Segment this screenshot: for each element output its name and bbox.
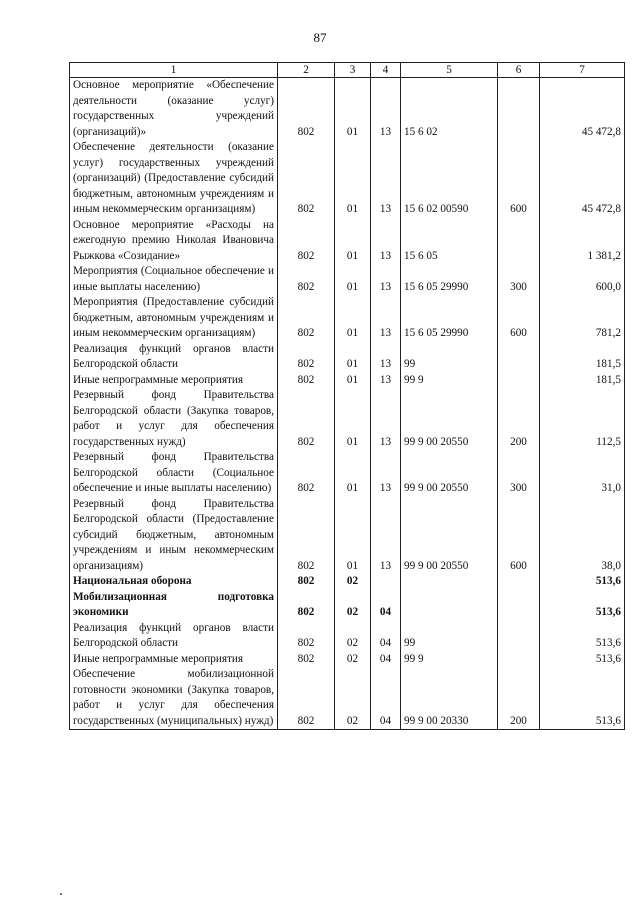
subsection-code-cell: 13 (371, 373, 401, 389)
section-code-cell: 01 (335, 497, 371, 575)
amount-cell: 31,0 (540, 450, 625, 497)
section-code-cell: 01 (335, 78, 371, 141)
expense-type-cell: 200 (498, 667, 540, 730)
column-header: 6 (498, 63, 540, 78)
subsection-code-cell: 13 (371, 78, 401, 141)
row-name-cell: Резервный фонд Правительства Белгородской области (Социальное обеспечение и иные выплаты населению) (70, 450, 278, 497)
ministry-code-cell: 802 (278, 140, 335, 218)
expense-type-cell: 300 (498, 264, 540, 295)
section-code-cell: 02 (335, 574, 371, 590)
expense-type-cell: 300 (498, 450, 540, 497)
budget-table (69, 62, 625, 730)
subsection-code-cell: 04 (371, 667, 401, 730)
amount-cell: 513,6 (540, 621, 625, 652)
section-code-cell: 01 (335, 218, 371, 265)
target-article-cell: 99 (401, 621, 498, 652)
amount-cell: 45 472,8 (540, 140, 625, 218)
table-row (70, 497, 625, 575)
row-name-cell: Иные непрограммные мероприятия (70, 373, 278, 389)
row-name-cell: Национальная оборона (70, 574, 278, 590)
target-article-cell (401, 574, 498, 590)
column-header: 5 (401, 63, 498, 78)
expense-type-cell: 600 (498, 295, 540, 342)
column-header: 1 (70, 63, 278, 78)
row-name-cell: Резервный фонд Правительства Белгородской области (Предоставление субсидий бюджетным, автономным учреждениям и иным некоммерческим организациям) (70, 497, 278, 575)
ministry-code-cell: 802 (278, 295, 335, 342)
section-code-cell: 01 (335, 264, 371, 295)
expense-type-cell (498, 621, 540, 652)
ministry-code-cell: 802 (278, 590, 335, 621)
ministry-code-cell: 802 (278, 574, 335, 590)
expense-type-cell (498, 342, 540, 373)
subsection-code-cell: 13 (371, 450, 401, 497)
amount-cell: 513,6 (540, 590, 625, 621)
table-row (70, 652, 625, 668)
subsection-code-cell: 13 (371, 264, 401, 295)
amount-cell: 38,0 (540, 497, 625, 575)
ministry-code-cell: 802 (278, 652, 335, 668)
expense-type-cell (498, 652, 540, 668)
target-article-cell: 99 9 (401, 373, 498, 389)
section-code-cell: 02 (335, 621, 371, 652)
expense-type-cell: 600 (498, 140, 540, 218)
scan-mark (60, 893, 62, 895)
row-name-cell: Обеспечение деятельности (оказание услуг) государственных учреждений (организаций) (Предоставление субсидий бюджетным, автономным учреждениям и иным некоммерческим организациям) (70, 140, 278, 218)
subsection-code-cell: 04 (371, 621, 401, 652)
target-article-cell: 99 9 00 20550 (401, 388, 498, 450)
amount-cell: 1 381,2 (540, 218, 625, 265)
row-name-cell: Резервный фонд Правительства Белгородской области (Закупка товаров, работ и услуг для обеспечения государственных нужд) (70, 388, 278, 450)
column-header: 4 (371, 63, 401, 78)
ministry-code-cell: 802 (278, 450, 335, 497)
section-code-cell: 01 (335, 388, 371, 450)
section-code-cell: 01 (335, 342, 371, 373)
expense-type-cell (498, 373, 540, 389)
subsection-code-cell: 13 (371, 140, 401, 218)
table-row (70, 574, 625, 590)
subsection-code-cell: 04 (371, 590, 401, 621)
column-header: 2 (278, 63, 335, 78)
expense-type-cell (498, 78, 540, 141)
table-row (70, 667, 625, 730)
subsection-code-cell: 13 (371, 388, 401, 450)
table-row (70, 264, 625, 295)
subsection-code-cell: 13 (371, 218, 401, 265)
target-article-cell: 15 6 02 00590 (401, 140, 498, 218)
section-code-cell: 01 (335, 140, 371, 218)
subsection-code-cell (371, 574, 401, 590)
row-name-cell: Мероприятия (Предоставление субсидий бюджетным, автономным учреждениям и иным некоммерческим организациям) (70, 295, 278, 342)
ministry-code-cell: 802 (278, 342, 335, 373)
amount-cell: 513,6 (540, 574, 625, 590)
subsection-code-cell: 13 (371, 295, 401, 342)
amount-cell: 513,6 (540, 667, 625, 730)
amount-cell: 781,2 (540, 295, 625, 342)
subsection-code-cell: 04 (371, 652, 401, 668)
row-name-cell: Реализация функций органов власти Белгородской области (70, 342, 278, 373)
section-code-cell: 02 (335, 652, 371, 668)
amount-cell: 600,0 (540, 264, 625, 295)
column-header: 3 (335, 63, 371, 78)
expense-type-cell (498, 590, 540, 621)
section-code-cell: 01 (335, 295, 371, 342)
row-name-cell: Основное мероприятие «Обеспечение деятельности (оказание услуг) государственных учреждений (организаций)» (70, 78, 278, 141)
ministry-code-cell: 802 (278, 388, 335, 450)
row-name-cell: Обеспечение мобилизационной готовности экономики (Закупка товаров, работ и услуг для обеспечения государственных (муниципальных) нужд) (70, 667, 278, 730)
table-row (70, 295, 625, 342)
expense-type-cell (498, 218, 540, 265)
target-article-cell: 99 (401, 342, 498, 373)
subsection-code-cell: 13 (371, 342, 401, 373)
target-article-cell: 99 9 00 20550 (401, 497, 498, 575)
table-row (70, 590, 625, 621)
table-row (70, 140, 625, 218)
target-article-cell: 15 6 02 (401, 78, 498, 141)
target-article-cell: 15 6 05 29990 (401, 295, 498, 342)
table-header-row (70, 63, 625, 78)
expense-type-cell: 200 (498, 388, 540, 450)
ministry-code-cell: 802 (278, 497, 335, 575)
row-name-cell: Иные непрограммные мероприятия (70, 652, 278, 668)
row-name-cell: Реализация функций органов власти Белгородской области (70, 621, 278, 652)
column-header: 7 (540, 63, 625, 78)
amount-cell: 181,5 (540, 342, 625, 373)
ministry-code-cell: 802 (278, 373, 335, 389)
section-code-cell: 02 (335, 590, 371, 621)
amount-cell: 45 472,8 (540, 78, 625, 141)
expense-type-cell (498, 574, 540, 590)
amount-cell: 112,5 (540, 388, 625, 450)
ministry-code-cell: 802 (278, 78, 335, 141)
subsection-code-cell: 13 (371, 497, 401, 575)
table-row (70, 450, 625, 497)
section-code-cell: 01 (335, 373, 371, 389)
ministry-code-cell: 802 (278, 621, 335, 652)
target-article-cell: 15 6 05 29990 (401, 264, 498, 295)
row-name-cell: Основное мероприятие «Расходы на ежегодную премию Николая Ивановича Рыжкова «Созидание» (70, 218, 278, 265)
row-name-cell: Мобилизационная подготовка экономики (70, 590, 278, 621)
row-name-cell: Мероприятия (Социальное обеспечение и иные выплаты населению) (70, 264, 278, 295)
ministry-code-cell: 802 (278, 218, 335, 265)
target-article-cell: 99 9 00 20550 (401, 450, 498, 497)
table-row (70, 373, 625, 389)
target-article-cell: 15 6 05 (401, 218, 498, 265)
section-code-cell: 01 (335, 450, 371, 497)
amount-cell: 513,6 (540, 652, 625, 668)
ministry-code-cell: 802 (278, 667, 335, 730)
target-article-cell: 99 9 (401, 652, 498, 668)
table-row (70, 621, 625, 652)
page-number: 87 (313, 30, 327, 45)
target-article-cell (401, 590, 498, 621)
ministry-code-cell: 802 (278, 264, 335, 295)
section-code-cell: 02 (335, 667, 371, 730)
expense-type-cell: 600 (498, 497, 540, 575)
table-row (70, 388, 625, 450)
target-article-cell: 99 9 00 20330 (401, 667, 498, 730)
table-row (70, 78, 625, 141)
table-row (70, 218, 625, 265)
amount-cell: 181,5 (540, 373, 625, 389)
table-row (70, 342, 625, 373)
